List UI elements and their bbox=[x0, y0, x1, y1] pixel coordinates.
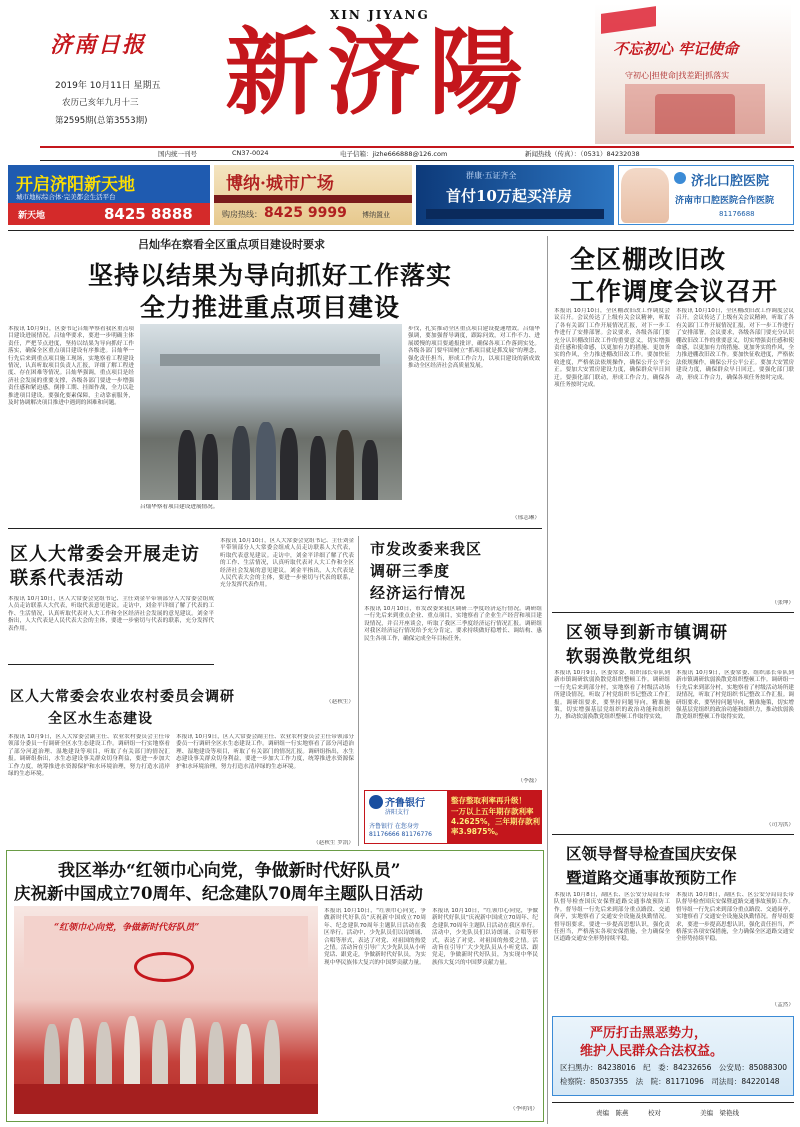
bank-name: 齐鲁银行 bbox=[385, 798, 425, 809]
right-low-text-b: 本报讯 10月8日，副区长、区公安分局局长带队督导检查国庆安保暨道路交通事故预防工作。督导组一行先后来到部分重点路段、交通岗亭，实地察看了交通安全设施及执勤情况。督导组要求，要进一步提高思想认识，强化责任担当，严格落实各项安保措施，全力确保全区道路交通安全形势持续平稳。 bbox=[676, 892, 794, 943]
pioneer-photo-banner: “红领巾心向党，争做新时代好队员” bbox=[54, 923, 200, 933]
npc2-title-2: 全区水生态建设 bbox=[48, 711, 153, 727]
ad-dental[interactable] bbox=[618, 165, 794, 225]
masthead-lunar: 农历己亥年九月十三 bbox=[62, 98, 139, 108]
ad-yangfang-sub: 群康·五证齐全 bbox=[466, 171, 517, 180]
pioneer-text-b: 本报讯 10月10日，“红领巾心向党，争做新时代好队员”庆祝新中国成立70周年、纪念建队70周年主题队日活动在我区举行。活动中，少先队员们以诗朗诵、合唱等形式，表达了对党、对祖国的热爱之情。活动旨在引导广大少先队员从小听党话、跟党走，争做新时代好队员，为实现中华民族伟大复兴的中国梦贡献力量。 bbox=[432, 908, 538, 966]
paper-name: 济南日报 bbox=[50, 32, 147, 58]
ndrc-text: 本报讯 10月10日，市发改委来我区调研三季度经济运行情况。调研组一行先后来到重点企业、重点项目，实地察看了企业生产经营和项目建设情况，并召开座谈会，听取了我区三季度经济运行情况汇报。调研组对我区经济运行情况给予充分肯定，要求持续做好稳增长、调结构、惠民生各项工作，确保完成全年目标任务。 bbox=[364, 606, 542, 642]
gang-psa-line-1: 区扫黑办：84238016 纪 委：84232656 公安局：85088300 bbox=[560, 1063, 788, 1072]
ad-bona-title: 博纳·城市广场 bbox=[226, 174, 334, 194]
info-cn-number: CN37-0024 bbox=[232, 149, 269, 157]
right-low-byline: （孟然） bbox=[771, 1002, 794, 1008]
ndrc-byline: （李磊） bbox=[517, 778, 540, 784]
gang-psa-line-2: 检察院：85037355 法 院：81171096 司法局：84220148 bbox=[560, 1077, 780, 1086]
npc1-title-2: 联系代表活动 bbox=[10, 568, 124, 589]
ndrc-title-3: 经济运行情况 bbox=[370, 584, 467, 602]
bank-rate-line: 一万以上五年期存款利率4.2625%，三年期存款利率3.9875%。 bbox=[451, 807, 540, 836]
footer-proof: 校对 bbox=[648, 1109, 661, 1117]
ndrc-title-1: 市发改委来我区 bbox=[370, 540, 483, 558]
footer-design: 美编 梁艳线 bbox=[700, 1109, 739, 1117]
lead-caption: 吕灿华察看项目建设进展情况。 bbox=[140, 504, 219, 510]
npc1-title-1: 区人大常委会开展走访 bbox=[10, 544, 200, 565]
pioneer-photo bbox=[14, 906, 318, 1114]
right-top-byline: （张坤） bbox=[771, 600, 794, 606]
bank-tel: 81176666 81176776 bbox=[369, 831, 432, 838]
ad-qilu-bank[interactable] bbox=[364, 790, 542, 844]
right-mid-title-1: 区领导到新市镇调研 bbox=[566, 623, 728, 643]
gang-psa-title-1: 严厉打击黑恶势力， bbox=[590, 1026, 708, 1041]
ad-dental-face bbox=[621, 168, 669, 223]
right-top-text-a: 本报讯 10月10日，全区棚改旧改工作调度会议召开。会议传达了上级有关会议精神，听取了各有关部门工作开展情况汇报，对下一步工作进行了安排部署。会议要求，各级各部门要充分认识棚改旧改工作的重要意义，切实增强责任感和使命感，以更加有力的措施、更加务实的作风，全力推进棚改旧改工作。要加快征收进度，严格依法依规操作，确保公开公平公正。要加大安置房建设力度，确保群众早日回迁。要强化部门联动，形成工作合力，确保各项任务按时完成。 bbox=[554, 308, 670, 389]
right-mid-title-2: 软弱涣散党组织 bbox=[566, 647, 692, 667]
right-top-text-b: 本报讯 10月10日，全区棚改旧改工作调度会议召开。会议传达了上级有关会议精神，听取了各有关部门工作开展情况汇报，对下一步工作进行了安排部署。会议要求，各级各部门要充分认识棚改旧改工作的重要意义，切实增强责任感和使命感，以更加有力的措施、更加务实的作风，全力推进棚改旧改工作。要加快征收进度，严格依法依规操作，确保公开公平公正。要加大安置房建设力度，确保群众早日回迁。要强化部门联动，形成工作合力，确保各项任务按时完成。 bbox=[676, 308, 794, 381]
ad-dental-sub: 济南市口腔医院合作医院 bbox=[675, 196, 775, 206]
ad-yangfang-title: 首付10万起买洋房 bbox=[446, 187, 572, 205]
lead-title-1: 坚持以结果为导向抓好工作落实 bbox=[88, 261, 453, 290]
info-email: 电子信箱：jizhe666888@126.com bbox=[340, 150, 448, 158]
lead-byline: （邢志琳） bbox=[512, 515, 540, 521]
ad-bona[interactable] bbox=[214, 165, 412, 225]
masthead-title: 新济陽 bbox=[225, 18, 532, 128]
right-top-title-1: 全区棚改旧改 bbox=[570, 245, 727, 274]
lead-title-2: 全力推进重点项目建设 bbox=[140, 293, 401, 322]
right-mid-byline: （司为洪） bbox=[766, 822, 794, 828]
lead-kicker: 吕灿华在察看全区重点项目建设时要求 bbox=[138, 238, 325, 251]
npc1-text-b: 本报讯 10月10日，区人大常委会党组书记、主任刘金平带领部分人大常委会组成人员走访联系人大代表，听取代表意见建议。走访中，刘金平详细了解了代表的工作、生活情况，认真听取代表对人大工作和全区经济社会发展的意见建议。刘金平指出，人大代表是人民代表大会的主体，要进一步密切与代表的联系，充分发挥代表作用。 bbox=[220, 538, 354, 589]
pioneer-text-a: 本报讯 10月10日，“红领巾心向党，争做新时代好队员”庆祝新中国成立70周年、纪念建队70周年主题队日活动在我区举行。活动中，少先队员们以诗朗诵、合唱等形式，表达了对党、对祖国的热爱之情。活动旨在引导广大少先队员从小听党话、跟党走，争做新时代好队员，为实现中华民族伟大复兴的中国梦贡献力量。 bbox=[324, 908, 426, 966]
ad-bona-brand: 博纳置业 bbox=[362, 211, 390, 219]
footer-editor: 责编 陈燕 bbox=[596, 1109, 629, 1117]
pioneer-title-2: 庆祝新中国成立70周年、纪念建队70周年主题队日活动 bbox=[14, 884, 423, 903]
npc2-text-b: 本报讯 10月9日，区人大常委会副主任、农业农村委员会主任带领部分委员一行调研全区水生态建设工作。调研组一行实地察看了部分河道治理、湿地建设等项目，听取了有关部门的情况汇报。调研组指出，水生态建设事关群众切身利益，要进一步加大工作力度，统筹推进水资源保护和水环境治理，努力打造水清岸绿的生态环境。 bbox=[176, 734, 354, 770]
ad-xintiandi-title: 开启济阳新天地 bbox=[16, 175, 135, 195]
lead-text-2: 步伐，扎实推动全区重点项目建设提速增效。吕灿华强调，要加强督导调度，跟踪问效，对工作不力、进展缓慢的项目要通报批评，确保各项工作落到实处。各级各部门要牢固树立“抓项目就是抓发展”的理念，强化责任担当，形成工作合力，以项目建设的新成效推动全区经济社会高质量发展。 bbox=[408, 326, 540, 370]
npc1-text-a: 本报讯 10月10日，区人大常委会党组书记、主任刘金平带领部分人大常委会组成人员走访联系人大代表，听取代表意见建议。走访中，刘金平详细了解了代表的工作、生活情况，认真听取代表对人大工作和全区经济社会发展的意见建议。刘金平指出，人大代表是人民代表大会的主体，要进一步密切与代表的联系，充分发挥代表作用。 bbox=[8, 596, 214, 632]
npc1-byline: （赵秋生） bbox=[326, 699, 354, 705]
masthead-date: 2019年 10月11日 星期五 bbox=[55, 81, 161, 91]
ad-xintiandi-brand: 新天地 bbox=[18, 211, 46, 221]
lead-photo bbox=[140, 324, 402, 500]
ad-xintiandi-sub: 城市地标综合体·完美都会生活平台 bbox=[16, 193, 116, 201]
ad-bona-sub: 购房热线： bbox=[222, 210, 262, 219]
masthead-issue: 第2595期(总第3553期) bbox=[55, 116, 148, 126]
ad-yangfang[interactable] bbox=[416, 165, 614, 225]
slogan-main: 不忘初心 牢记使命 bbox=[613, 40, 739, 58]
npc2-text-a: 本报讯 10月9日，区人大常委会副主任、农业农村委员会主任带领部分委员一行调研全区水生态建设工作。调研组一行实地察看了部分河道治理、湿地建设等项目，听取了有关部门的情况汇报。调研组指出，水生态建设事关群众切身利益，要进一步加大工作力度，统筹推进水资源保护和水环境治理，努力打造水清岸绿的生态环境。 bbox=[8, 734, 170, 778]
bank-rate-title: 整存整取利率再升级！ bbox=[451, 796, 526, 805]
ad-dental-title: 济北口腔医院 bbox=[691, 174, 770, 189]
right-mid-text-b: 本报讯 10月9日，区委常委、组织部长带队到新市镇调研软弱涣散党组织整顿工作。调研组一行先后来到部分村，实地察看了村级活动场所建设情况，听取了村党组织书记整改工作汇报。调研组要求，要坚持问题导向，精准施策，切实增强基层党组织的政治功能和组织力，推动软弱涣散党组织整顿工作取得实效。 bbox=[676, 670, 794, 721]
right-low-title-2: 暨道路交通事故预防工作 bbox=[566, 868, 737, 887]
ad-bona-tel: 8425 9999 bbox=[264, 205, 347, 221]
bank-slogan: 齐鲁银行 在您身旁 bbox=[369, 823, 419, 830]
lead-text-1: 本报讯 10月9日，区委书记吕灿华察看我区重点项目建设进展情况。吕灿华要求，要进一步明确主体责任，严把节点进度，坚持以结果为导向抓好工作落实，确保全区重点项目建设有序推进。吕灿华一行先后来到重点项目施工现场，实地察看工程建设情况，认真听取项目负责人汇报，详细了解工程进度、存在困难等情况。吕灿华强调，重点项目是经济社会发展的重要支撑，各级各部门要进一步增强责任感和紧迫感，倒排工期、挂图作战，全力以赴推进项目建设。要强化要素保障，主动靠前服务，及时协调解决项目推进中遇到的困难和问题。 bbox=[8, 326, 134, 407]
bank-logo-icon bbox=[369, 795, 383, 809]
right-low-text-a: 本报讯 10月8日，副区长、区公安分局局长带队督导检查国庆安保暨道路交通事故预防工作。督导组一行先后来到部分重点路段、交通岗亭，实地察看了交通安全设施及执勤情况。督导组要求，要进一步提高思想认识，强化责任担当，严格落实各项安保措施，全力确保全区道路交通安全形势持续平稳。 bbox=[554, 892, 670, 943]
masthead-pinyin: XIN JIYANG bbox=[330, 8, 430, 22]
ad-xintiandi[interactable] bbox=[8, 165, 210, 225]
gang-psa-title-2: 维护人民群众合法权益。 bbox=[580, 1044, 724, 1059]
right-top-title-2: 工作调度会议召开 bbox=[570, 277, 779, 306]
npc2-title-1: 区人大常委会农业农村委员会调研 bbox=[10, 689, 235, 705]
ad-xintiandi-tel: 8425 8888 bbox=[104, 205, 193, 223]
slogan-box bbox=[595, 4, 791, 144]
info-cn-label: 国内统一刊号 bbox=[158, 150, 197, 158]
ndrc-title-2: 调研三季度 bbox=[370, 562, 451, 580]
npc2-byline: （赵秋生 罗凯） bbox=[313, 840, 354, 846]
right-mid-text-a: 本报讯 10月9日，区委常委、组织部长带队到新市镇调研软弱涣散党组织整顿工作。调研组一行先后来到部分村，实地察看了村级活动场所建设情况，听取了村党组织书记整改工作汇报。调研组要求，要坚持问题导向，精准施策，切实增强基层党组织的政治功能和组织力，推动软弱涣散党组织整顿工作取得实效。 bbox=[554, 670, 670, 721]
info-hotline: 新闻热线（传真）：（0531）84232038 bbox=[525, 150, 640, 158]
right-low-title-1: 区领导督导检查国庆安保 bbox=[566, 844, 737, 863]
slogan-sub: 守初心|担使命|找差距|抓落实 bbox=[625, 71, 730, 80]
ad-dental-tel: 81176688 bbox=[719, 210, 755, 218]
pioneer-title-1: 我区举办“红领巾心向党，争做新时代好队员” bbox=[58, 861, 401, 881]
bank-sub: 济阳支行 bbox=[385, 809, 410, 816]
pioneer-byline: （李明钊） bbox=[510, 1106, 538, 1112]
